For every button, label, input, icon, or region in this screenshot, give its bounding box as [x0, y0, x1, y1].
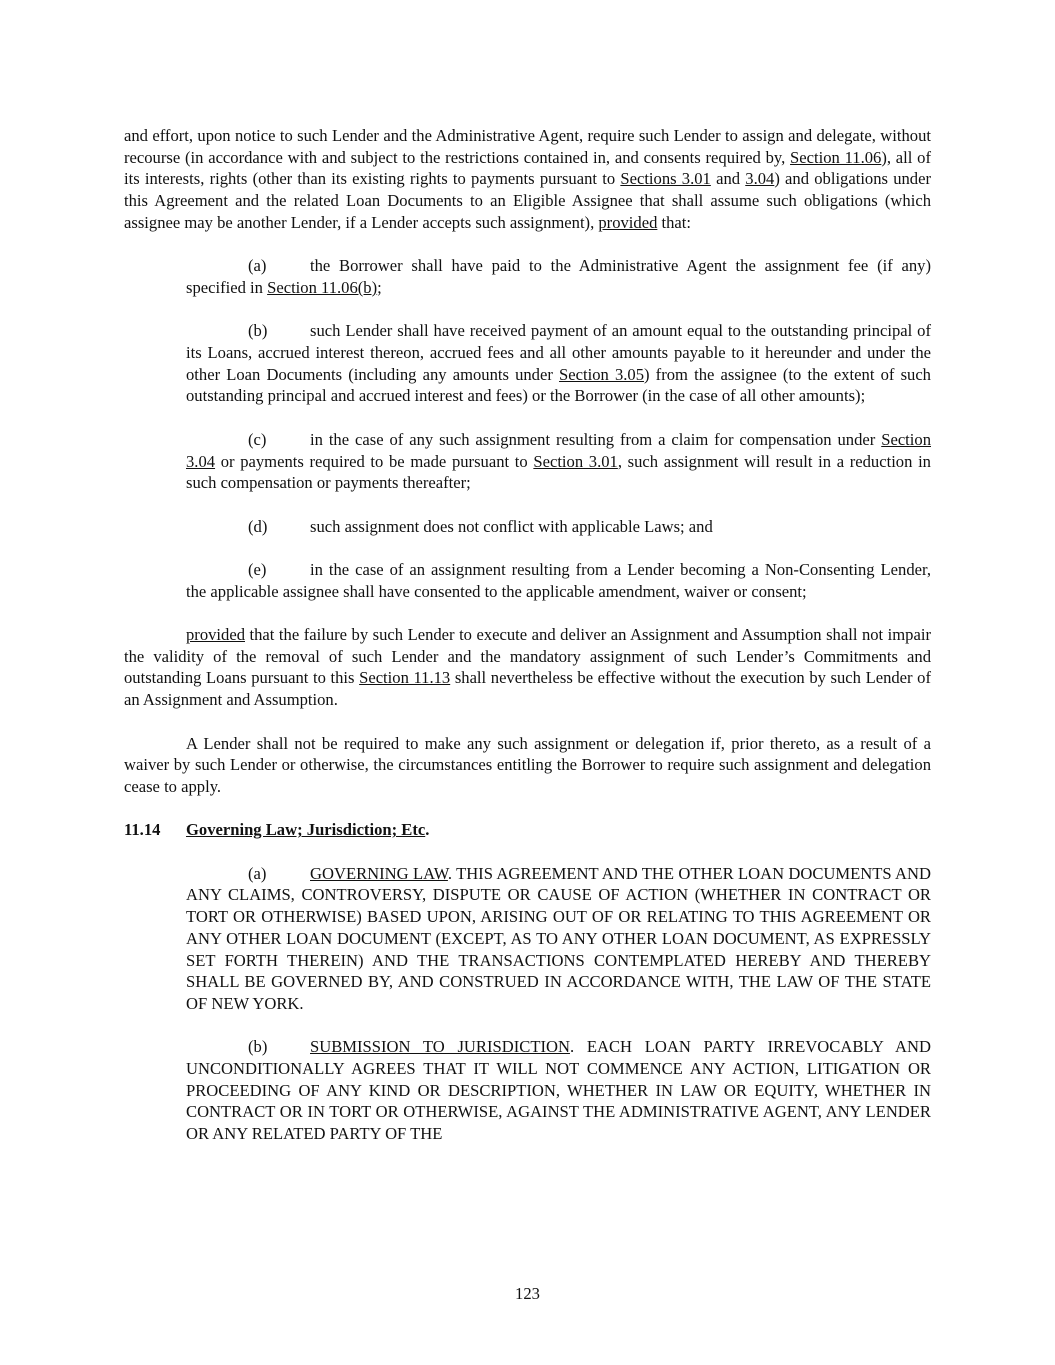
cross-reference: Section 3.04 [186, 429, 931, 471]
waiver-paragraph: A Lender shall not be required to make any such assignment or delegation if, prior thereto, as a result of a waiver by such Lender or otherwise, the circumstances entitling the Borrower to require such assignment and delegation cease to apply. [124, 733, 931, 796]
section-title-period: . [425, 820, 430, 840]
cross-reference: Section 11.13 [359, 668, 451, 688]
cross-reference: Section 3.01 [533, 451, 618, 471]
item-label: (b) [248, 1037, 268, 1057]
proviso-paragraph [124, 624, 931, 711]
section-number: 11.14 [124, 820, 161, 840]
condition-item-e [186, 559, 931, 602]
submission-to-jurisdiction-clause [186, 1036, 931, 1145]
section-heading [124, 819, 931, 841]
clause-heading: SUBMISSION TO JURISDICTION [310, 1037, 570, 1057]
text-run: and effort, upon notice to such Lender and the Administrative Agent, require such Lender to assign and delegate, without recourse (in accordance with and subject to the restrictions contained in, and consents required by, [124, 126, 931, 167]
text-run: in the case of an assignment resulting from a Lender becoming a Non-Consenting Lender, the applicable assignee shall have consented to the applicable amendment, waiver or consent; [186, 559, 931, 601]
intro-paragraph [124, 125, 931, 234]
condition-item-b [186, 320, 931, 407]
text-run: ), all of its interests, rights (other than its existing rights to payments pursuant to [124, 147, 931, 189]
cross-reference: Section 11.06(b) [267, 277, 378, 297]
text-run: in the case of any such assignment resulting from a claim for compensation under [310, 429, 882, 449]
text-run: ) and obligations under this Agreement and the related Loan Documents to an Eligible Assignee that shall assume such obligations (which assignee may be another Lender, if a Lender accepts such assignment), [124, 169, 931, 232]
governing-law-clause [186, 863, 931, 1015]
section-title: Governing Law; Jurisdiction; Etc [186, 820, 426, 840]
proviso-term: provided [598, 212, 658, 232]
item-label: (d) [248, 516, 268, 536]
item-label: (a) [248, 863, 267, 883]
text-run: ; [377, 277, 382, 297]
text-run: ) from the assignee (to the extent of such outstanding principal and accrued interest and fees) or the Borrower (in the case of all other amounts); [186, 364, 931, 406]
text-run: such assignment does not conflict with applicable Laws; and [310, 516, 713, 536]
condition-list [186, 255, 931, 602]
document-page [124, 125, 931, 1145]
text-run: that the failure by such Lender to execute and deliver an Assignment and Assumption shall not impair the validity of the removal of such Lender and the mandatory assignment of such Lender’s Commitments and outstanding Loans pursuant to this [124, 625, 931, 688]
cross-reference: 3.04 [745, 169, 775, 189]
cross-reference: Sections 3.01 [620, 169, 711, 189]
condition-item-c [186, 429, 931, 494]
text-run: the Borrower shall have paid to the Administrative Agent the assignment fee (if any) specified in [186, 256, 931, 297]
item-label: (b) [248, 321, 268, 341]
proviso-term: provided [186, 625, 245, 645]
item-label: (e) [248, 559, 267, 579]
text-run: . THIS AGREEMENT AND THE OTHER LOAN DOCUMENTS AND ANY CLAIMS, CONTROVERSY, DISPUTE OR CAUSE OF ACTION (WHETHER IN CONTRACT OR TORT OR OTHERWISE) BASED UPON, ARISING OUT OF OR RELATING TO THIS AGREEMENT OR ANY OTHER LOAN DOCUMENT (EXCEPT, AS TO ANY OTHER LOAN DOCUMENT, AS EXPRESSLY SET FORTH THEREIN) AND THE TRANSACTIONS CONTEMPLATED HEREBY AND THEREBY SHALL BE GOVERNED BY, AND CONSTRUED IN ACCORDANCE WITH, THE LAW OF THE STATE OF NEW YORK. [186, 863, 931, 1013]
text-run: . EACH LOAN PARTY IRREVOCABLY AND UNCONDITIONALLY AGREES THAT IT WILL NOT COMMENCE ANY ACTION, LITIGATION OR PROCEEDING OF ANY KIND OR DESCRIPTION, WHETHER IN LAW OR EQUITY, WHETHER IN CONTRACT OR IN TORT OR OTHERWISE, AGAINST THE ADMINISTRATIVE AGENT, ANY LENDER OR ANY RELATED PARTY OF THE [186, 1037, 932, 1144]
text-run: , such assignment will result in a reduction in such compensation or payments thereafter; [186, 451, 931, 493]
text-run: or payments required to be made pursuant to [215, 451, 534, 471]
item-label: (c) [248, 429, 267, 449]
text-run: and [710, 169, 746, 189]
page-number: 123 [515, 1284, 540, 1303]
condition-item-a [186, 255, 931, 298]
text-run: such Lender shall have received payment of an amount equal to the outstanding principal of its Loans, accrued interest thereon, accrued fees and all other amounts payable to it hereunder and under the other Loan Documents (including any amounts under [186, 321, 931, 384]
condition-item-d [186, 516, 931, 538]
cross-reference: Section 3.05 [559, 364, 644, 384]
text-run: shall nevertheless be effective without the execution by such Lender of an Assignment and Assumption. [124, 668, 931, 710]
cross-reference: Section 11.06 [790, 147, 882, 167]
text-run: that: [657, 212, 692, 232]
clause-heading: GOVERNING LAW [310, 863, 448, 883]
item-label: (a) [248, 256, 267, 276]
governing-law-list [186, 863, 931, 1145]
